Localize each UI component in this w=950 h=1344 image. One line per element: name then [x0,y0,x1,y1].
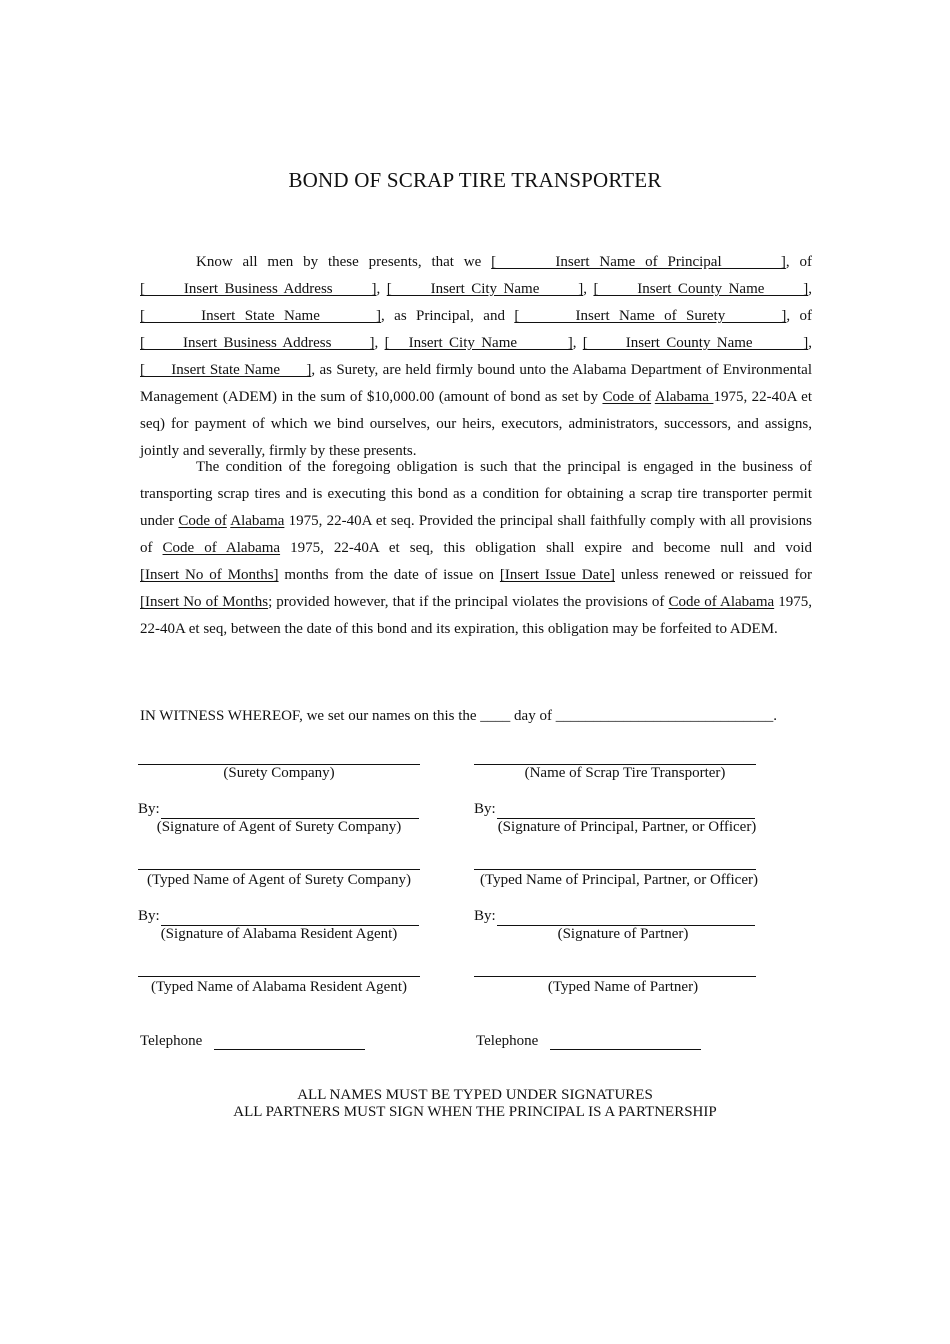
footer-line-partners-sign: ALL PARTNERS MUST SIGN WHEN THE PRINCIPAL IS A PARTNERSHIP [233,1104,717,1120]
by-label: By: [138,801,160,817]
text-segment: , [808,281,813,297]
typed-resident-agent-caption: (Typed Name of Alabama Resident Agent) [151,979,407,995]
text-segment: 1975, 22-40A et seq, between the date of this bond and its expiration, this obligation may be forfeited to ADEM. [140,594,812,637]
typed-partner-caption: (Typed Name of Partner) [547,979,699,995]
by-label: By: [474,908,496,924]
resident-agent-signature-caption: (Signature of Alabama Resident Agent) [160,926,398,942]
text-segment: 1975, 22-40A et seq. Provided the principal shall faithfully comply with all provisions of [140,513,812,556]
text-segment: , [808,335,813,351]
text-segment: months from the date of issue on [278,567,500,583]
surety-city-field: [ Insert City Name ] [384,335,573,351]
text-segment: , [583,281,594,297]
principal-city-field: [ Insert City Name ] [386,281,584,297]
typed-partner-line [474,976,756,977]
telephone-line [550,1049,701,1050]
surety-county-field: [ Insert County Name ] [582,335,809,351]
code-reference: Code of [178,513,227,529]
typed-principal-line [474,869,756,870]
footer-line-typed-names: ALL NAMES MUST BE TYPED UNDER SIGNATURES [297,1087,653,1103]
renewal-months-field: [Insert No of Months [140,594,269,610]
by-label: By: [474,801,496,817]
typed-agent-caption: (Typed Name of Agent of Surety Company) [147,872,411,888]
telephone-label: Telephone [140,1033,203,1049]
principal-address-field: [ Insert Business Address ] [140,281,377,297]
issue-date-field: [Insert Issue Date] [499,567,616,583]
surety-address-field: [ Insert Business Address ] [140,335,375,351]
principal-county-field: [ Insert County Name ] [593,281,809,297]
code-reference: Code of Alabama [162,540,281,556]
surety-state-field: [ Insert State Name ] [140,362,312,378]
code-reference: Code of [602,389,652,405]
text-segment: , [572,335,583,351]
surety-name-field: [ Insert Name of Surety ] [514,308,787,324]
principal-name-field: [ Insert Name of Principal ] [491,254,786,270]
principal-signature-caption: (Signature of Principal, Partner, or Officer) [497,819,757,835]
text-segment: , [376,281,387,297]
text-segment: , of [785,254,812,270]
text-segment: , of [786,308,812,324]
telephone-line [214,1049,365,1050]
text-segment: , as Surety, are held firmly bound unto the Alabama Department of Environmental Management (ADEM) in the sum of $10,000.00 (amount of bond as set by [140,362,812,405]
text-segment: ; provided however, that if the principal violates the provisions of [268,594,669,610]
document-title: BOND OF SCRAP TIRE TRANSPORTER [288,168,662,192]
code-reference: Code of Alabama [668,594,775,610]
alabama-reference: Alabama [654,389,714,405]
text-segment: 1975, 22-40A et seq, this obligation shall expire and become null and void [280,540,812,556]
surety-company-caption: (Surety Company) [223,765,335,781]
partner-signature-caption: (Signature of Partner) [557,926,689,942]
alabama-reference: Alabama [230,513,285,529]
bond-paragraph-condition [140,454,812,643]
text-segment: , [374,335,385,351]
text-segment: , as Principal, and [381,308,515,324]
months-field: [Insert No of Months] [140,567,279,583]
typed-agent-line [138,869,420,870]
agent-signature-caption: (Signature of Agent of Surety Company) [156,819,402,835]
bond-paragraph-parties [140,249,812,465]
telephone-label: Telephone [476,1033,539,1049]
typed-principal-caption: (Typed Name of Principal, Partner, or Officer) [480,872,758,888]
principal-state-field: [ Insert State Name ] [140,308,382,324]
transporter-name-caption: (Name of Scrap Tire Transporter) [524,765,726,781]
by-label: By: [138,908,160,924]
typed-resident-agent-line [138,976,420,977]
footer-notice [0,1087,950,1121]
text-segment: unless renewed or reissued for [615,567,812,583]
text-segment: Know all men by these presents, that we [196,254,492,270]
text-segment: The condition of the foregoing obligation is such that the principal is engaged in the business of transporting scrap tires and is executing this bond as a condition for obtaining a scrap tire transporter permit under [140,459,812,529]
text-segment: 1975, 22-40A et seq) for payment of which we bind ourselves, our heirs, executors, administrators, successors, and assigns, jointly and severally, firmly by these presents. [140,389,812,459]
witness-statement: IN WITNESS WHEREOF, we set our names on this the ____ day of _____________________________. [140,708,777,724]
